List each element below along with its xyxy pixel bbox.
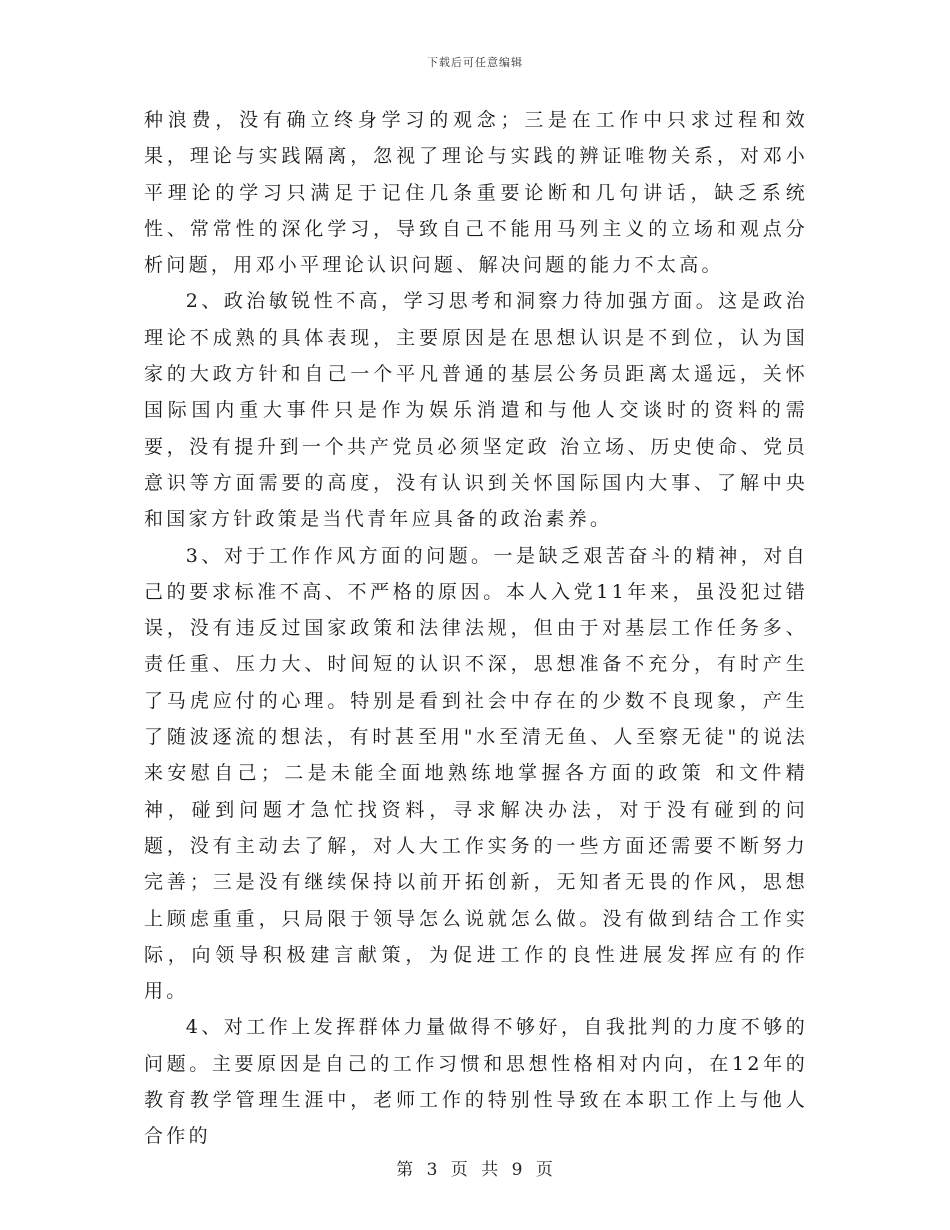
document-body	[144, 102, 808, 1155]
paragraph-continued: 种浪费，没有确立终身学习的观念；三是在工作中只求过程和效果，理论与实践隔离，忽视了理论与实践的辨证唯物关系，对邓小平理论的学习只满足于记住几条重要论断和几句讲话，缺乏系统性、常常性的深化学习，导致自己不能用马列主义的立场和观点分析问题，用邓小平理论认识问题、解决问题的能力不太高。	[144, 109, 808, 277]
page-number-footer: 第 3 页 共 9 页	[396, 1160, 554, 1180]
page-header: 下载后可任意编辑	[427, 56, 523, 69]
paragraph-3: 3、对于工作作风方面的问题。一是缺乏艰苦奋斗的精神，对自己的要求标准不高、不严格的原因。本人入党11年来，虽没犯过错误，没有违反过国家政策和法律法规，但由于对基层工作任务多、责任重、压力大、时间短的认识不深，思想准备不充分，有时产生了马虎应付的心理。特别是看到社会中存在的少数不良现象，产生了随波逐流的想法，有时甚至用"水至清无鱼、人至察无徒"的说法来安慰自己；二是未能全面地熟练地掌握各方面的政策 和文件精神，碰到问题才急忙找资料，寻求解决办法，对于没有碰到的问题，没有主动去了解，对人大工作实务的一些方面还需要不断努力完善；三是没有继续保持以前开拓创新，无知者无畏的作风，思想上顾虑重重，只局限于领导怎么说就怎么做。没有做到结合工作实际，向领导积极建言献策，为促进工作的良性进展发挥应有的作用。	[144, 544, 808, 1003]
paragraph-2: 2、政治敏锐性不高，学习思考和洞察力待加强方面。这是政治理论不成熟的具体表现，主要原因是在思想认识是不到位，认为国家的大政方针和自己一个平凡普通的基层公务员距离太遥远，关怀国际国内重大事件只是作为娱乐消遣和与他人交谈时的资料的需要，没有提升到一个共产党员必须坚定政 治立场、历史使命、党员意识等方面需要的高度，没有认识到关怀国际国内大事、了解中央和国家方针政策是当代青年应具备的政治素养。	[144, 290, 808, 531]
paragraph-4: 4、对工作上发挥群体力量做得不够好，自我批判的力度不够的问题。主要原因是自己的工作习惯和思想性格相对内向，在12年的教育教学管理生涯中，老师工作的特别性导致在本职工作上与他人合作的	[144, 1016, 808, 1148]
